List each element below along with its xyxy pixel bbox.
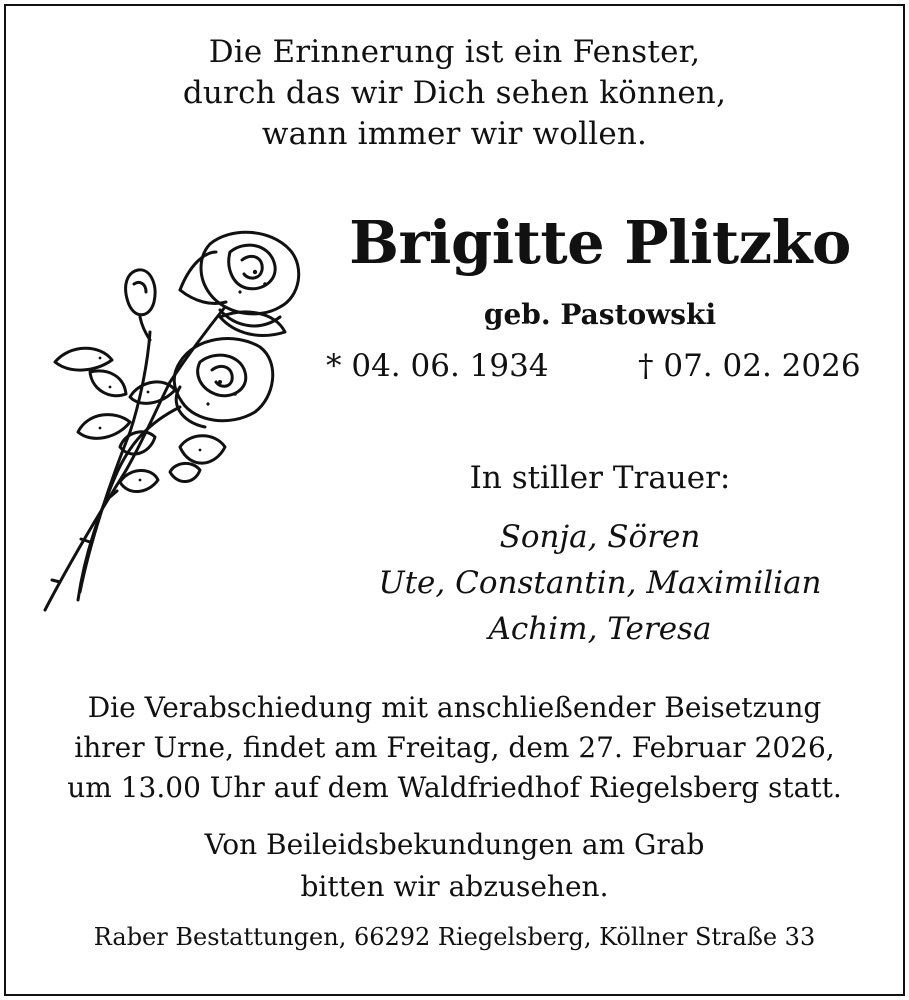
service-line: um 13.00 Uhr auf dem Waldfriedhof Riegelsberg statt. [67,771,842,804]
mourner-line: Sonja, Sören [499,519,701,555]
deceased-name: Brigitte Plitzko [349,208,851,277]
mourner-line: Achim, Teresa [488,611,712,647]
rose-illustration-icon [30,222,310,622]
condolence-line: bitten wir abzusehen. [300,870,609,903]
motto-line: Die Erinnerung ist ein Fenster, [208,34,701,70]
death-date: † 07. 02. 2026 [638,348,861,384]
motto-line: durch das wir Dich sehen können, [182,75,727,111]
undertaker-info: Raber Bestattungen, 66292 Riegelsberg, Köllner Straße 33 [93,923,816,951]
service-announcement [0,688,909,808]
service-line: ihrer Urne, findet am Freitag, dem 27. Februar 2026, [74,731,835,764]
motto-verse [0,32,909,155]
maiden-name: geb. Pastowski [483,298,717,331]
service-line: Die Verabschiedung mit anschließender Beisetzung [87,691,822,724]
mourning-title: In stiller Trauer: [469,460,731,496]
condolence-line: Von Beileidsbekundungen am Grab [204,828,705,861]
mourner-line: Ute, Constantin, Maximilian [378,565,822,601]
birth-date: * 04. 06. 1934 [326,348,549,384]
condolence-note [0,824,909,908]
motto-line: wann immer wir wollen. [261,116,648,152]
mourners-list [330,514,870,652]
